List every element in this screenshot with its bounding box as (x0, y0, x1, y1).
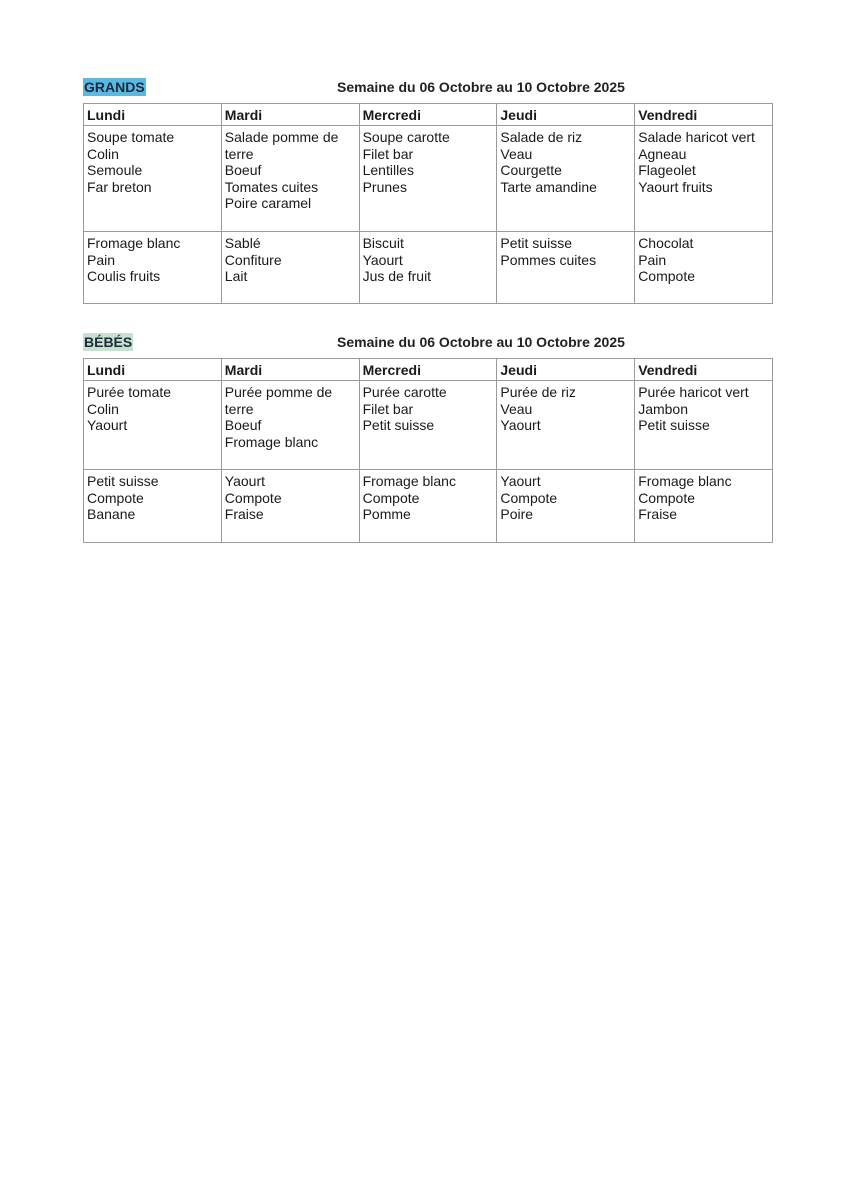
grands-meal-item: Salade de riz (500, 129, 583, 145)
grands-snack-item: Coulis fruits (87, 268, 161, 284)
grands-meal-item: Flageolet (638, 162, 696, 178)
grands-meal-mercredi (359, 126, 497, 232)
bebes-meal-lundi (84, 381, 222, 470)
grands-snack-item: Confiture (224, 251, 282, 268)
bebes-snack-item: Fraise (638, 506, 678, 522)
grands-snack-item: Sablé (224, 235, 261, 251)
bebes-meal-mercredi (359, 381, 497, 470)
grands-snack-jeudi (497, 232, 635, 304)
grands-snack-item: Biscuit (362, 235, 404, 251)
bebes-meal-item: Boeuf (224, 417, 262, 433)
grands-meal-item: Yaourt fruits (638, 178, 713, 195)
bebes-snack-item: Petit suisse (87, 473, 159, 489)
bebes-meal-mardi (221, 381, 359, 470)
grands-meal-vendredi (635, 126, 773, 232)
grands-meal-item: Soupe tomate (87, 129, 175, 145)
grands-snack-item: Petit suisse (500, 235, 572, 251)
grands-menu-table (83, 103, 773, 304)
bebes-snack-lundi (84, 470, 222, 543)
bebes-menu-table (83, 358, 773, 543)
grands-snack-vendredi (635, 232, 773, 304)
grands-meal-item: Far breton (87, 178, 152, 195)
bebes-snacks-row (84, 470, 773, 543)
bebes-snack-vendredi (635, 470, 773, 543)
bebes-header (83, 333, 773, 353)
bebes-meal-item: Petit suisse (638, 417, 710, 433)
grands-meal-item: Tomates cuites (224, 178, 319, 195)
grands-meal-mardi (221, 126, 359, 232)
bebes-meal-item: Purée de riz (500, 384, 576, 400)
grands-snack-item: Lait (224, 268, 248, 284)
grands-meal-item: Soupe carotte (362, 129, 450, 145)
grands-section (83, 78, 773, 284)
grands-meal-item: Veau (500, 145, 533, 162)
grands-snack-mardi (221, 232, 359, 304)
grands-meal-item: Filet bar (362, 145, 414, 162)
grands-header (83, 78, 773, 98)
grands-meal-item: Prunes (362, 178, 407, 195)
bebes-meal-item: Purée tomate (87, 384, 172, 400)
grands-snack-item: Fromage blanc (87, 235, 181, 251)
bebes-meal-jeudi (497, 381, 635, 470)
grands-meal-item: Courgette (500, 162, 562, 178)
grands-snack-item: Pain (87, 251, 116, 268)
grands-week-title: Semaine du 06 Octobre au 10 Octobre 2025 (337, 79, 625, 95)
grands-meal-item: Semoule (87, 162, 143, 178)
bebes-snack-item: Banane (87, 506, 136, 522)
grands-snack-mercredi (359, 232, 497, 304)
bebes-day-jeudi: Jeudi (497, 359, 635, 381)
grands-meal-jeudi (497, 126, 635, 232)
bebes-snack-item: Fromage blanc (362, 473, 456, 489)
bebes-day-mardi: Mardi (221, 359, 359, 381)
bebes-week-title: Semaine du 06 Octobre au 10 Octobre 2025 (337, 334, 625, 350)
bebes-day-vendredi: Vendredi (635, 359, 773, 381)
grands-day-mardi: Mardi (221, 104, 359, 126)
bebes-snack-mardi (221, 470, 359, 543)
bebes-day-lundi: Lundi (84, 359, 222, 381)
grands-meal-item: Boeuf (224, 162, 262, 178)
bebes-snack-item: Compote (87, 489, 144, 506)
bebes-meal-item: Jambon (638, 400, 688, 417)
bebes-meal-item: Purée haricot vert (638, 384, 749, 400)
bebes-days-row (84, 359, 773, 381)
bebes-snack-item: Fromage blanc (638, 473, 732, 489)
grands-label: GRANDS (84, 79, 145, 95)
bebes-label: BÉBÉS (84, 334, 133, 350)
grands-day-vendredi: Vendredi (635, 104, 773, 126)
bebes-section (83, 333, 773, 522)
bebes-day-mercredi: Mercredi (359, 359, 497, 381)
bebes-snack-item: Compote (638, 489, 695, 506)
bebes-snack-mercredi (359, 470, 497, 543)
grands-snack-item: Yaourt (362, 251, 403, 268)
grands-meal-item: Salade haricot vert (638, 129, 755, 145)
bebes-meal-item: Purée carotte (362, 384, 447, 400)
grands-meal-item: Poire caramel (224, 195, 312, 211)
grands-snack-item: Chocolat (638, 235, 694, 251)
bebes-snack-item: Yaourt (224, 473, 266, 489)
bebes-meal-item: Yaourt (500, 417, 541, 433)
bebes-snack-item: Pomme (362, 506, 411, 522)
grands-snack-item: Compote (638, 268, 695, 284)
bebes-meal-item: Petit suisse (362, 417, 435, 433)
bebes-meal-item: Fromage blanc (224, 433, 319, 450)
bebes-meal-item: Veau (500, 400, 533, 417)
grands-meal-item: Salade pomme de terre (224, 129, 339, 162)
grands-meal-item: Colin (87, 145, 119, 162)
grands-day-mercredi: Mercredi (359, 104, 497, 126)
grands-meal-lundi (84, 126, 222, 232)
bebes-snack-item: Compote (362, 489, 420, 506)
bebes-snack-item: Yaourt (500, 473, 541, 489)
grands-meal-item: Lentilles (362, 162, 414, 178)
grands-meal-item: Tarte amandine (500, 178, 597, 195)
grands-snack-lundi (84, 232, 222, 304)
bebes-meal-item: Filet bar (362, 400, 414, 417)
grands-day-jeudi: Jeudi (497, 104, 635, 126)
bebes-meal-item: Purée pomme de terre (224, 384, 333, 417)
grands-snack-item: Jus de fruit (362, 268, 432, 284)
grands-day-lundi: Lundi (84, 104, 222, 126)
bebes-meal-item: Colin (87, 400, 119, 417)
bebes-snack-jeudi (497, 470, 635, 543)
bebes-meal-item: Yaourt (87, 417, 128, 433)
bebes-meals-row (84, 381, 773, 470)
bebes-snack-item: Compote (224, 489, 282, 506)
bebes-snack-item: Fraise (224, 506, 264, 522)
grands-days-row (84, 104, 773, 126)
grands-meal-item: Agneau (638, 145, 687, 162)
bebes-meal-vendredi (635, 381, 773, 470)
grands-snack-item: Pain (638, 251, 667, 268)
bebes-snack-item: Compote (500, 489, 558, 506)
grands-snacks-row (84, 232, 773, 304)
bebes-snack-item: Poire (500, 506, 534, 522)
grands-meals-row (84, 126, 773, 232)
grands-snack-item: Pommes cuites (500, 251, 597, 268)
